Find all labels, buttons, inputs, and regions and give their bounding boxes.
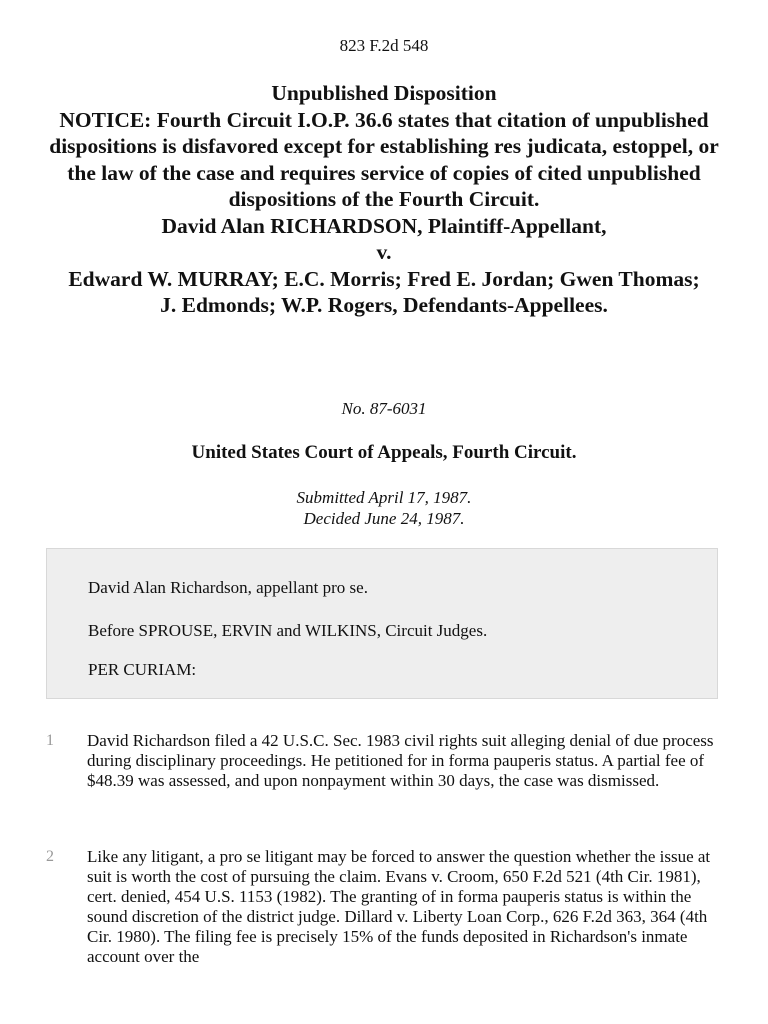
case-citation: 823 F.2d 548 — [339, 36, 429, 55]
decided-date: Decided June 24, 1987. — [303, 509, 465, 528]
versus-line: v. — [376, 240, 392, 264]
defendants-line-1: Edward W. MURRAY; E.C. Morris; Fred E. Jordan; Gwen Thomas; — [68, 266, 700, 291]
case-caption — [40, 80, 728, 319]
plaintiff-line: David Alan RICHARDSON, Plaintiff-Appellant, — [161, 213, 607, 238]
submitted-date: Submitted April 17, 1987. — [296, 488, 472, 507]
opinion-type: PER CURIAM: — [88, 660, 197, 679]
counsel-line: David Alan Richardson, appellant pro se. — [88, 578, 368, 597]
paragraph-text: David Richardson filed a 42 U.S.C. Sec. 1983 civil rights suit alleging denial of due process during disciplinary proceedings. He petitioned for in forma pauperis status. A partial fee of $48.39 was assessed, and upon nonpayment within 30 days, the case was dismissed. — [87, 731, 714, 790]
paragraph-number: 2 — [46, 848, 54, 865]
notice-text: NOTICE: Fourth Circuit I.O.P. 36.6 states that citation of unpublished dispositions is disfavored except for establishing res judicata, estoppel, or the law of the case and requires service of copies of cited unpublished dispositions of the Fourth Circuit. — [49, 107, 719, 211]
case-dates — [0, 487, 768, 529]
docket-number: No. 87-6031 — [341, 399, 427, 418]
paragraph-number: 1 — [46, 732, 54, 749]
paragraph-text: Like any litigant, a pro se litigant may be forced to answer the question whether the issue at suit is worth the cost of pursuing the claim. Evans v. Croom, 650 F.2d 521 (4th Cir. 1981), cert. denied, 454 U.S. 1153 (1982). The granting of in forma pauperis status is within the sound discretion of the district judge. Dillard v. Liberty Loan Corp., 626 F.2d 363, 364 (4th Cir. 1980). The filing fee is precisely 15% of the funds deposited in Richardson's inmate account over the — [87, 847, 711, 966]
disposition-heading: Unpublished Disposition — [271, 81, 497, 105]
case-info-box — [46, 548, 718, 699]
judges-line: Before SPROUSE, ERVIN and WILKINS, Circuit Judges. — [88, 621, 488, 640]
defendants-line-2: J. Edmonds; W.P. Rogers, Defendants-Appellees. — [160, 293, 608, 317]
court-name: United States Court of Appeals, Fourth Circuit. — [191, 442, 577, 463]
